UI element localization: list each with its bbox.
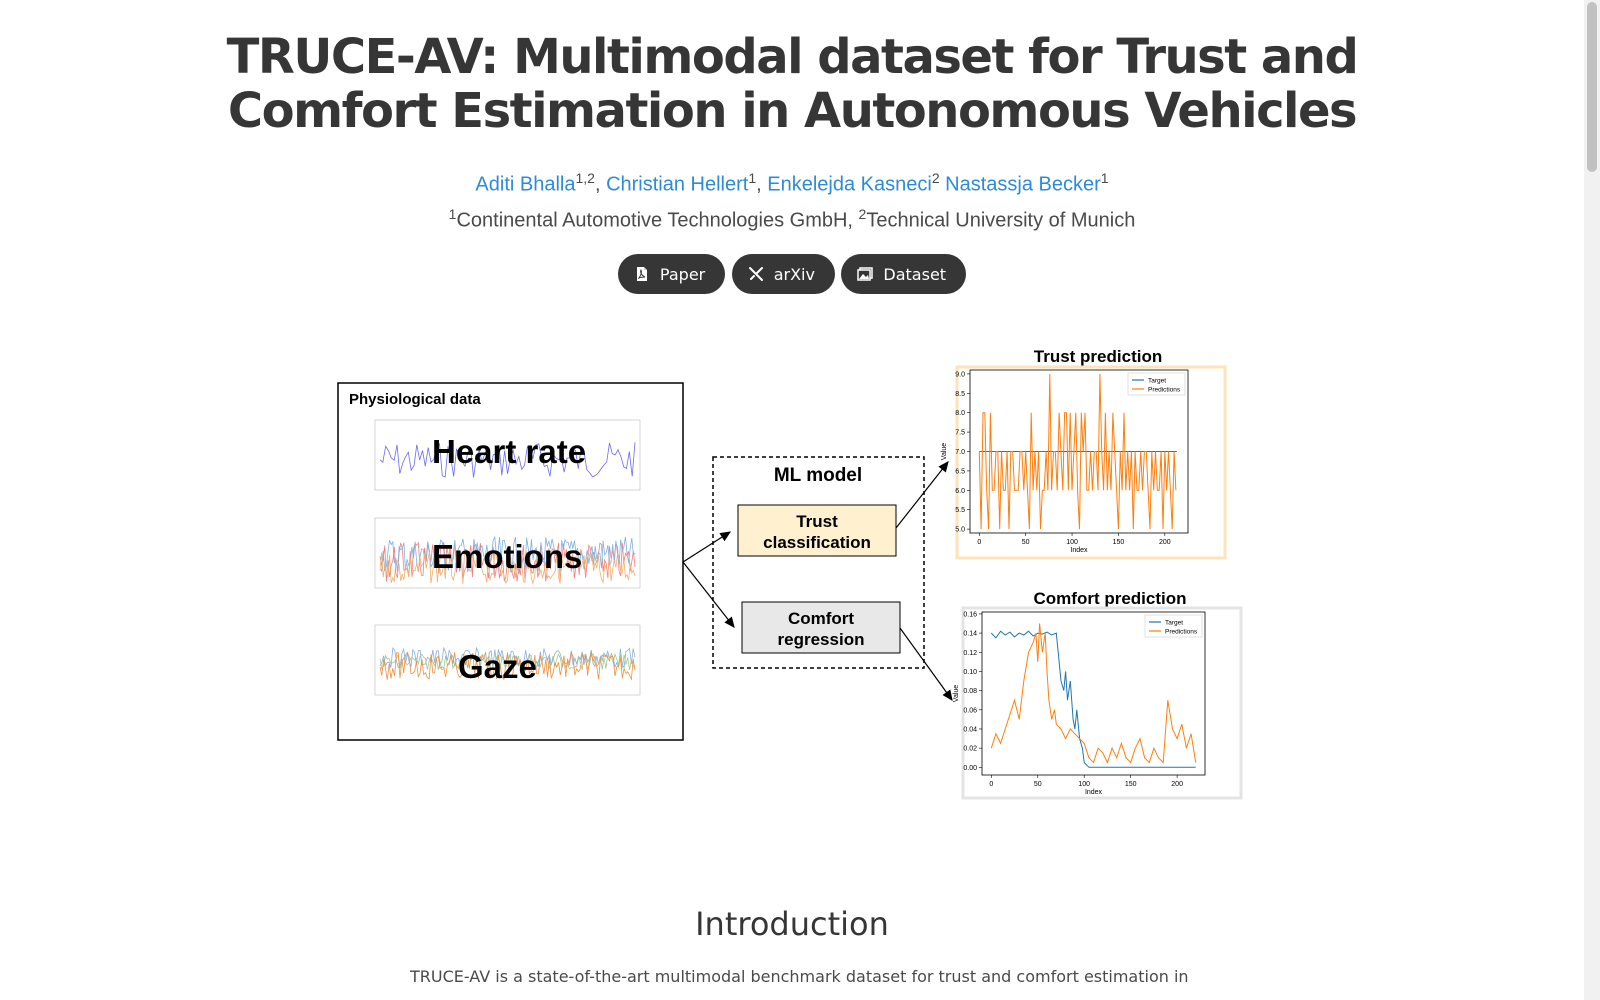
legend-entry: Target [1148,377,1167,385]
y-tick-label: 0.14 [963,630,977,638]
comfort-prediction-title: Comfort prediction [1033,589,1187,608]
y-tick-label: 7.5 [955,429,965,437]
y-tick-label: 0.16 [963,611,977,619]
gaze-label: Gaze [458,648,537,685]
arrow-to-comfort-prediction [900,628,952,700]
link-buttons [0,254,1584,294]
y-tick-label: 0.06 [963,707,977,715]
author-list: Aditi Bhalla$^{1,2}$, Christian Hellert$^1$, Enkelejda Kasneci$^2$ Nastassja Becker$^1$ [475,170,1109,196]
trust-prediction-title: Trust prediction [1033,347,1163,366]
affiliations [0,206,1584,233]
physiological-data-title: Physiological data [349,391,481,408]
affiliation-name: Continental Automotive Technologies GmbH, [456,209,853,232]
legend-entry: Predictions [1165,628,1198,636]
dataset-button[interactable] [841,254,966,294]
y-axis-label: Value [941,442,948,461]
affiliation-sup: 2 [858,206,867,222]
author-link[interactable]: Christian Hellert [606,173,749,196]
author-link[interactable]: Aditi Bhalla [475,173,576,196]
paper-button-label: Paper [659,264,706,284]
x-tick-label: 100 [1066,539,1078,546]
y-tick-label: 6.0 [955,487,965,495]
x-tick-label: 0 [977,539,982,546]
x-tick-label: 200 [1171,781,1183,788]
x-axis-label: Index [1070,547,1088,554]
teaser-figure [330,340,1250,820]
arrow-to-trust-prediction [896,462,948,528]
arrow-to-trust [683,532,730,562]
trust-prediction-chart [941,370,1188,554]
x-tick-label: 200 [1158,539,1171,546]
y-tick-label: 0.02 [963,745,977,753]
dataset-button-label: Dataset [883,264,947,284]
comfort-prediction-chart [953,611,1205,796]
x-tick-label: 50 [1021,539,1030,546]
y-tick-label: 0.00 [963,764,977,772]
y-tick-label: 0.12 [963,649,977,657]
scrollbar-thumb[interactable] [1587,2,1597,172]
arxiv-icon [748,266,764,282]
comfort-box-line-1: Comfort [787,609,855,628]
author-link[interactable]: Enkelejda Kasneci [767,173,932,196]
legend-entry: Target [1165,619,1184,627]
trust-box-line-2: classification [763,533,871,552]
title-line-1: TRUCE-AV: Multimodal dataset for Trust and [226,29,1358,85]
affiliation-sup: 1 [448,206,457,222]
arrow-to-comfort [683,562,734,627]
y-tick-label: 0.10 [963,668,977,676]
title-line-2: Comfort Estimation in Autonomous Vehicles [227,83,1357,139]
author-affiliation-sup: 1 [748,170,757,186]
legend-entry: Predictions [1148,386,1181,394]
scrollbar[interactable] [1584,0,1600,1000]
x-tick-label: 50 [1033,781,1042,788]
comfort-box-line-2: regression [777,630,865,649]
paper-button[interactable] [618,254,725,294]
heart-rate-label: Heart rate [432,433,587,470]
y-tick-label: 6.5 [955,468,965,476]
trust-box-line-1: Trust [796,512,838,531]
y-tick-label: 8.0 [955,410,965,418]
emotions-label: Emotions [432,538,583,575]
ml-model-title: ML model [773,465,863,486]
file-pdf-icon [634,266,650,282]
x-tick-label: 150 [1112,539,1125,546]
x-tick-label: 100 [1078,781,1091,788]
y-axis-label: Value [953,684,960,703]
arxiv-button[interactable] [732,254,835,294]
y-tick-label: 5.5 [955,507,965,515]
introduction-heading: Introduction [695,905,889,943]
x-axis-label: Index [1084,789,1103,796]
images-icon [857,266,873,282]
affiliation-name: Technical University of Munich [866,209,1136,232]
x-tick-label: 0 [989,781,994,788]
y-tick-label: 8.5 [955,390,965,398]
y-tick-label: 7.0 [955,449,965,456]
author-affiliation-sup: 1,2 [575,170,595,186]
arxiv-button-label: arXiv [773,264,815,284]
author-link[interactable]: Nastassja Becker [945,173,1101,196]
y-tick-label: 0.08 [963,688,977,696]
introduction-text: TRUCE-AV is a state-of-the-art multimodal benchmark dataset for trust and comfort estimation in [410,967,1189,986]
y-tick-label: 9.0 [955,371,965,379]
author-affiliation-sup: 2 [931,170,940,186]
y-tick-label: 0.04 [963,726,977,734]
page-title [0,30,1584,138]
x-tick-label: 150 [1124,781,1137,788]
author-affiliation-sup: 1 [1100,170,1109,186]
y-tick-label: 5.0 [955,526,965,534]
